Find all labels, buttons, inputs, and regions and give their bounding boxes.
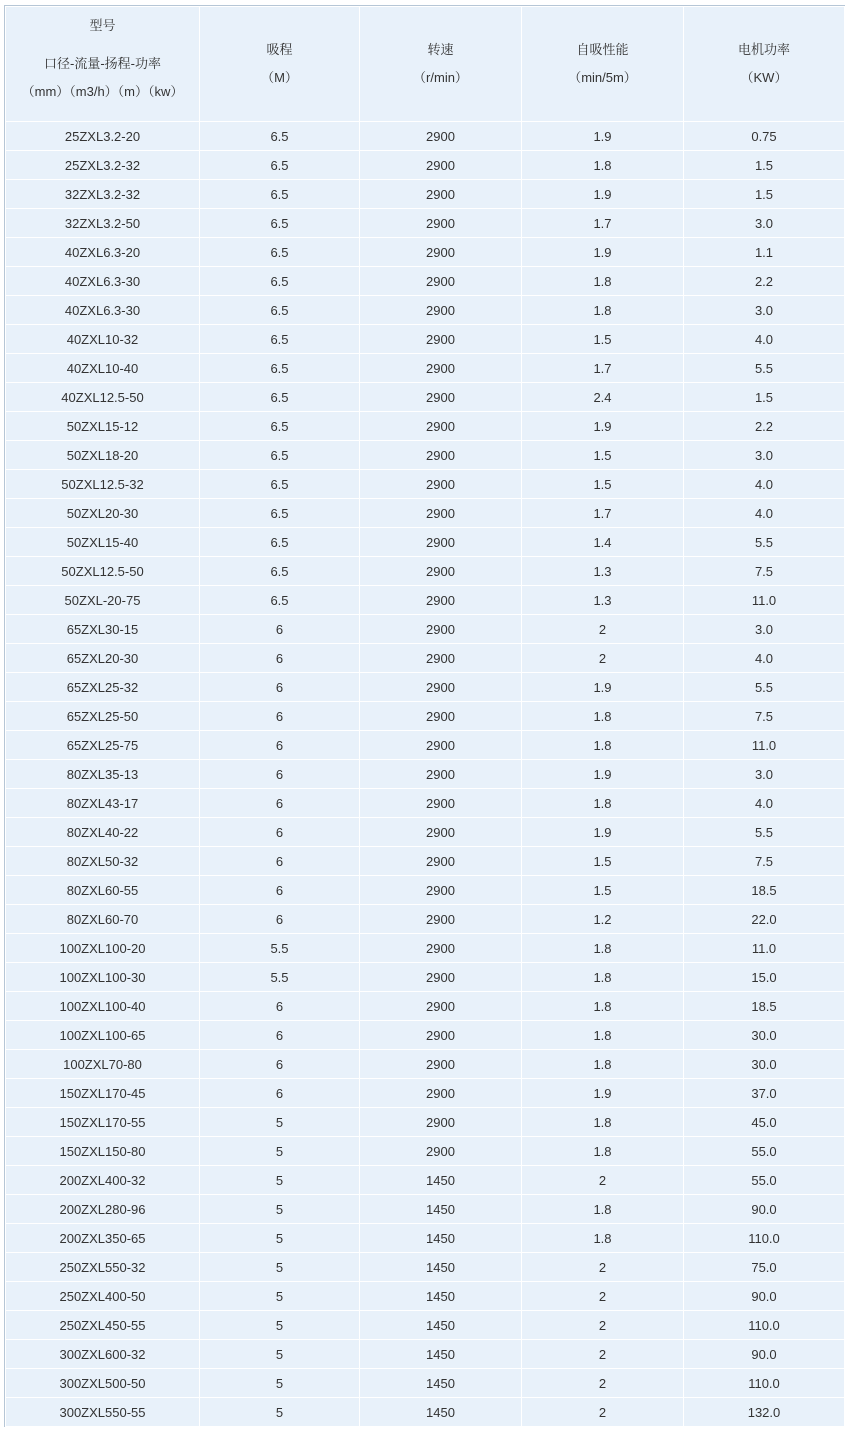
cell-speed: 1450: [360, 1340, 522, 1369]
table-row: [6, 238, 845, 267]
cell-speed: 2900: [360, 296, 522, 325]
table-row: [6, 1108, 845, 1137]
cell-suction: 6: [200, 847, 360, 876]
cell-self-priming: 1.8: [522, 1195, 684, 1224]
cell-speed: 2900: [360, 702, 522, 731]
cell-self-priming: 1.7: [522, 354, 684, 383]
cell-model: 50ZXL12.5-32: [6, 470, 200, 499]
cell-power: 110.0: [684, 1311, 845, 1340]
cell-model: 32ZXL3.2-32: [6, 180, 200, 209]
cell-suction: 6.5: [200, 586, 360, 615]
table-row: [6, 1050, 845, 1079]
cell-model: 50ZXL20-30: [6, 499, 200, 528]
table-row: [6, 673, 845, 702]
cell-self-priming: 2: [522, 1340, 684, 1369]
cell-suction: 6.5: [200, 209, 360, 238]
cell-speed: 2900: [360, 441, 522, 470]
cell-speed: 1450: [360, 1398, 522, 1427]
cell-self-priming: 1.7: [522, 209, 684, 238]
cell-suction: 6: [200, 644, 360, 673]
cell-self-priming: 1.3: [522, 586, 684, 615]
cell-speed: 2900: [360, 151, 522, 180]
table-row: [6, 934, 845, 963]
cell-model: 65ZXL20-30: [6, 644, 200, 673]
cell-speed: 2900: [360, 557, 522, 586]
cell-model: 50ZXL12.5-50: [6, 557, 200, 586]
cell-model: 50ZXL15-12: [6, 412, 200, 441]
spec-table-frame: [4, 5, 845, 1427]
cell-model: 250ZXL550-32: [6, 1253, 200, 1282]
cell-speed: 2900: [360, 1021, 522, 1050]
cell-speed: 2900: [360, 499, 522, 528]
cell-power: 15.0: [684, 963, 845, 992]
cell-speed: 2900: [360, 615, 522, 644]
cell-self-priming: 1.9: [522, 180, 684, 209]
cell-self-priming: 1.7: [522, 499, 684, 528]
cell-power: 7.5: [684, 702, 845, 731]
cell-suction: 5: [200, 1224, 360, 1253]
header-model-subtitle: 口径-流量-扬程-功率: [44, 56, 161, 71]
cell-self-priming: 1.9: [522, 673, 684, 702]
cell-suction: 5: [200, 1282, 360, 1311]
cell-self-priming: 2: [522, 1253, 684, 1282]
cell-suction: 6.5: [200, 528, 360, 557]
cell-suction: 6.5: [200, 296, 360, 325]
cell-suction: 6: [200, 876, 360, 905]
cell-model: 50ZXL15-40: [6, 528, 200, 557]
cell-power: 4.0: [684, 644, 845, 673]
cell-self-priming: 1.8: [522, 267, 684, 296]
cell-speed: 2900: [360, 731, 522, 760]
cell-model: 300ZXL550-55: [6, 1398, 200, 1427]
cell-suction: 6.5: [200, 151, 360, 180]
table-row: [6, 412, 845, 441]
cell-suction: 6.5: [200, 122, 360, 151]
cell-self-priming: 1.8: [522, 731, 684, 760]
cell-model: 50ZXL18-20: [6, 441, 200, 470]
cell-speed: 2900: [360, 1137, 522, 1166]
cell-suction: 5: [200, 1108, 360, 1137]
cell-self-priming: 1.8: [522, 151, 684, 180]
cell-speed: 2900: [360, 673, 522, 702]
cell-self-priming: 1.8: [522, 1108, 684, 1137]
cell-model: 200ZXL280-96: [6, 1195, 200, 1224]
cell-suction: 5: [200, 1398, 360, 1427]
header-self-priming-unit: （min/5m）: [568, 70, 637, 85]
cell-power: 55.0: [684, 1166, 845, 1195]
cell-suction: 6: [200, 992, 360, 1021]
table-row: [6, 847, 845, 876]
table-row: [6, 905, 845, 934]
cell-self-priming: 1.5: [522, 470, 684, 499]
cell-self-priming: 1.9: [522, 122, 684, 151]
cell-suction: 6: [200, 731, 360, 760]
table-row: [6, 963, 845, 992]
cell-model: 80ZXL60-70: [6, 905, 200, 934]
cell-self-priming: 1.5: [522, 325, 684, 354]
cell-model: 80ZXL50-32: [6, 847, 200, 876]
cell-model: 150ZXL150-80: [6, 1137, 200, 1166]
table-row: [6, 818, 845, 847]
table-row: [6, 209, 845, 238]
cell-power: 30.0: [684, 1050, 845, 1079]
cell-speed: 2900: [360, 1079, 522, 1108]
table-row: [6, 180, 845, 209]
cell-self-priming: 2: [522, 644, 684, 673]
cell-self-priming: 1.8: [522, 992, 684, 1021]
cell-suction: 5: [200, 1195, 360, 1224]
cell-suction: 5: [200, 1137, 360, 1166]
cell-suction: 5.5: [200, 934, 360, 963]
cell-model: 40ZXL6.3-20: [6, 238, 200, 267]
header-suction-title: 吸程: [266, 42, 293, 57]
cell-power: 11.0: [684, 586, 845, 615]
cell-self-priming: 1.8: [522, 1021, 684, 1050]
table-row: [6, 1079, 845, 1108]
header-suction-unit: （M）: [261, 70, 298, 85]
cell-speed: 1450: [360, 1282, 522, 1311]
cell-speed: 1450: [360, 1195, 522, 1224]
table-row: [6, 1195, 845, 1224]
cell-speed: 2900: [360, 354, 522, 383]
header-power-title: 电机功率: [737, 42, 790, 57]
cell-speed: 2900: [360, 789, 522, 818]
cell-power: 1.5: [684, 151, 845, 180]
cell-model: 65ZXL25-75: [6, 731, 200, 760]
header-speed: [360, 7, 522, 122]
cell-model: 250ZXL450-55: [6, 1311, 200, 1340]
cell-model: 200ZXL400-32: [6, 1166, 200, 1195]
cell-suction: 6: [200, 789, 360, 818]
cell-self-priming: 1.5: [522, 847, 684, 876]
cell-power: 5.5: [684, 673, 845, 702]
table-row: [6, 1021, 845, 1050]
cell-suction: 6: [200, 1021, 360, 1050]
cell-speed: 2900: [360, 905, 522, 934]
table-row: [6, 499, 845, 528]
table-row: [6, 1282, 845, 1311]
cell-speed: 2900: [360, 470, 522, 499]
cell-suction: 5.5: [200, 963, 360, 992]
cell-speed: 1450: [360, 1253, 522, 1282]
table-row: [6, 702, 845, 731]
cell-model: 40ZXL6.3-30: [6, 296, 200, 325]
cell-power: 4.0: [684, 789, 845, 818]
cell-speed: 2900: [360, 267, 522, 296]
cell-power: 22.0: [684, 905, 845, 934]
cell-power: 5.5: [684, 354, 845, 383]
cell-power: 3.0: [684, 296, 845, 325]
cell-self-priming: 1.9: [522, 818, 684, 847]
header-row: [6, 7, 845, 122]
cell-model: 25ZXL3.2-20: [6, 122, 200, 151]
cell-power: 18.5: [684, 876, 845, 905]
cell-model: 40ZXL12.5-50: [6, 383, 200, 412]
cell-model: 80ZXL43-17: [6, 789, 200, 818]
table-header: [6, 7, 845, 122]
cell-suction: 6.5: [200, 412, 360, 441]
cell-speed: 1450: [360, 1224, 522, 1253]
cell-self-priming: 2: [522, 1311, 684, 1340]
cell-self-priming: 1.9: [522, 760, 684, 789]
table-row: [6, 615, 845, 644]
cell-model: 300ZXL600-32: [6, 1340, 200, 1369]
cell-suction: 5: [200, 1166, 360, 1195]
cell-model: 150ZXL170-45: [6, 1079, 200, 1108]
cell-model: 50ZXL-20-75: [6, 586, 200, 615]
cell-model: 100ZXL100-65: [6, 1021, 200, 1050]
cell-suction: 6.5: [200, 267, 360, 296]
header-model: [6, 7, 200, 122]
cell-model: 40ZXL10-40: [6, 354, 200, 383]
table-row: [6, 1311, 845, 1340]
table-row: [6, 122, 845, 151]
table-row: [6, 1253, 845, 1282]
cell-model: 250ZXL400-50: [6, 1282, 200, 1311]
cell-suction: 6.5: [200, 180, 360, 209]
cell-speed: 1450: [360, 1166, 522, 1195]
cell-power: 1.1: [684, 238, 845, 267]
cell-speed: 2900: [360, 180, 522, 209]
cell-model: 100ZXL100-40: [6, 992, 200, 1021]
cell-suction: 6.5: [200, 325, 360, 354]
cell-suction: 6: [200, 905, 360, 934]
cell-speed: 2900: [360, 412, 522, 441]
table-row: [6, 992, 845, 1021]
cell-speed: 2900: [360, 963, 522, 992]
cell-power: 90.0: [684, 1195, 845, 1224]
cell-suction: 6.5: [200, 499, 360, 528]
cell-model: 150ZXL170-55: [6, 1108, 200, 1137]
cell-suction: 6: [200, 615, 360, 644]
table-row: [6, 789, 845, 818]
cell-suction: 6: [200, 818, 360, 847]
cell-power: 110.0: [684, 1224, 845, 1253]
cell-self-priming: 1.3: [522, 557, 684, 586]
cell-speed: 2900: [360, 1050, 522, 1079]
cell-power: 1.5: [684, 180, 845, 209]
cell-suction: 6.5: [200, 441, 360, 470]
table-row: [6, 760, 845, 789]
cell-suction: 6: [200, 760, 360, 789]
cell-speed: 2900: [360, 847, 522, 876]
cell-self-priming: 1.2: [522, 905, 684, 934]
pump-spec-table: [5, 6, 845, 1427]
table-row: [6, 1137, 845, 1166]
table-row: [6, 1398, 845, 1427]
cell-power: 3.0: [684, 209, 845, 238]
cell-speed: 2900: [360, 818, 522, 847]
cell-self-priming: 1.8: [522, 296, 684, 325]
header-model-units: （mm）（m3/h）（m）（kw）: [21, 84, 184, 99]
table-row: [6, 1340, 845, 1369]
table-row: [6, 441, 845, 470]
cell-power: 0.75: [684, 122, 845, 151]
cell-power: 30.0: [684, 1021, 845, 1050]
cell-power: 2.2: [684, 412, 845, 441]
cell-power: 1.5: [684, 383, 845, 412]
cell-suction: 5: [200, 1253, 360, 1282]
table-row: [6, 267, 845, 296]
cell-power: 18.5: [684, 992, 845, 1021]
table-row: [6, 383, 845, 412]
cell-self-priming: 2: [522, 615, 684, 644]
cell-suction: 6: [200, 702, 360, 731]
cell-power: 4.0: [684, 325, 845, 354]
cell-self-priming: 1.9: [522, 238, 684, 267]
cell-speed: 2900: [360, 1108, 522, 1137]
cell-speed: 2900: [360, 528, 522, 557]
cell-model: 200ZXL350-65: [6, 1224, 200, 1253]
cell-power: 3.0: [684, 441, 845, 470]
cell-power: 5.5: [684, 818, 845, 847]
cell-suction: 6.5: [200, 354, 360, 383]
cell-power: 11.0: [684, 934, 845, 963]
cell-model: 40ZXL6.3-30: [6, 267, 200, 296]
cell-self-priming: 1.8: [522, 1050, 684, 1079]
cell-model: 100ZXL100-30: [6, 963, 200, 992]
cell-speed: 2900: [360, 644, 522, 673]
cell-suction: 6.5: [200, 470, 360, 499]
header-power-unit: （KW）: [740, 70, 788, 85]
cell-speed: 2900: [360, 760, 522, 789]
cell-suction: 5: [200, 1311, 360, 1340]
cell-model: 80ZXL40-22: [6, 818, 200, 847]
cell-power: 11.0: [684, 731, 845, 760]
cell-power: 4.0: [684, 499, 845, 528]
cell-model: 100ZXL70-80: [6, 1050, 200, 1079]
cell-model: 40ZXL10-32: [6, 325, 200, 354]
table-row: [6, 470, 845, 499]
table-row: [6, 528, 845, 557]
cell-suction: 6: [200, 1079, 360, 1108]
cell-speed: 2900: [360, 876, 522, 905]
cell-speed: 2900: [360, 992, 522, 1021]
table-row: [6, 557, 845, 586]
cell-suction: 6.5: [200, 238, 360, 267]
cell-power: 4.0: [684, 470, 845, 499]
cell-model: 80ZXL35-13: [6, 760, 200, 789]
cell-speed: 2900: [360, 238, 522, 267]
cell-power: 55.0: [684, 1137, 845, 1166]
cell-speed: 1450: [360, 1311, 522, 1340]
cell-power: 90.0: [684, 1340, 845, 1369]
table-row: [6, 731, 845, 760]
header-model-title: 型号: [89, 18, 116, 33]
cell-power: 3.0: [684, 615, 845, 644]
cell-power: 37.0: [684, 1079, 845, 1108]
cell-suction: 6.5: [200, 557, 360, 586]
cell-model: 32ZXL3.2-50: [6, 209, 200, 238]
cell-suction: 6: [200, 1050, 360, 1079]
cell-speed: 2900: [360, 586, 522, 615]
header-self-priming-title: 自吸性能: [576, 42, 629, 57]
table-row: [6, 586, 845, 615]
header-power: [684, 7, 845, 122]
cell-power: 75.0: [684, 1253, 845, 1282]
table-row: [6, 354, 845, 383]
cell-speed: 2900: [360, 209, 522, 238]
header-speed-unit: （r/min）: [413, 70, 468, 85]
cell-self-priming: 1.4: [522, 528, 684, 557]
cell-model: 100ZXL100-20: [6, 934, 200, 963]
table-row: [6, 876, 845, 905]
table-row: [6, 1166, 845, 1195]
cell-speed: 2900: [360, 934, 522, 963]
cell-model: 300ZXL500-50: [6, 1369, 200, 1398]
cell-self-priming: 1.8: [522, 1137, 684, 1166]
cell-self-priming: 1.8: [522, 963, 684, 992]
cell-model: 80ZXL60-55: [6, 876, 200, 905]
cell-self-priming: 2: [522, 1369, 684, 1398]
cell-speed: 2900: [360, 383, 522, 412]
cell-power: 5.5: [684, 528, 845, 557]
cell-model: 25ZXL3.2-32: [6, 151, 200, 180]
cell-speed: 1450: [360, 1369, 522, 1398]
cell-model: 65ZXL25-50: [6, 702, 200, 731]
cell-model: 65ZXL30-15: [6, 615, 200, 644]
cell-power: 110.0: [684, 1369, 845, 1398]
table-body: [6, 122, 845, 1427]
cell-speed: 2900: [360, 122, 522, 151]
cell-power: 7.5: [684, 847, 845, 876]
cell-self-priming: 1.8: [522, 789, 684, 818]
cell-self-priming: 1.9: [522, 1079, 684, 1108]
cell-power: 2.2: [684, 267, 845, 296]
cell-power: 132.0: [684, 1398, 845, 1427]
header-suction: [200, 7, 360, 122]
cell-self-priming: 1.8: [522, 702, 684, 731]
cell-self-priming: 2: [522, 1166, 684, 1195]
table-row: [6, 325, 845, 354]
cell-power: 90.0: [684, 1282, 845, 1311]
header-speed-title: 转速: [427, 42, 454, 57]
cell-self-priming: 1.8: [522, 934, 684, 963]
cell-power: 3.0: [684, 760, 845, 789]
cell-suction: 6: [200, 673, 360, 702]
header-self-priming: [522, 7, 684, 122]
cell-power: 7.5: [684, 557, 845, 586]
cell-self-priming: 1.8: [522, 1224, 684, 1253]
cell-power: 45.0: [684, 1108, 845, 1137]
cell-model: 65ZXL25-32: [6, 673, 200, 702]
cell-self-priming: 1.5: [522, 876, 684, 905]
table-row: [6, 296, 845, 325]
cell-self-priming: 2: [522, 1398, 684, 1427]
cell-speed: 2900: [360, 325, 522, 354]
cell-self-priming: 1.9: [522, 412, 684, 441]
table-row: [6, 1224, 845, 1253]
cell-suction: 5: [200, 1369, 360, 1398]
table-row: [6, 151, 845, 180]
table-row: [6, 1369, 845, 1398]
cell-suction: 5: [200, 1340, 360, 1369]
cell-self-priming: 2: [522, 1282, 684, 1311]
cell-suction: 6.5: [200, 383, 360, 412]
cell-self-priming: 1.5: [522, 441, 684, 470]
table-row: [6, 644, 845, 673]
cell-self-priming: 2.4: [522, 383, 684, 412]
